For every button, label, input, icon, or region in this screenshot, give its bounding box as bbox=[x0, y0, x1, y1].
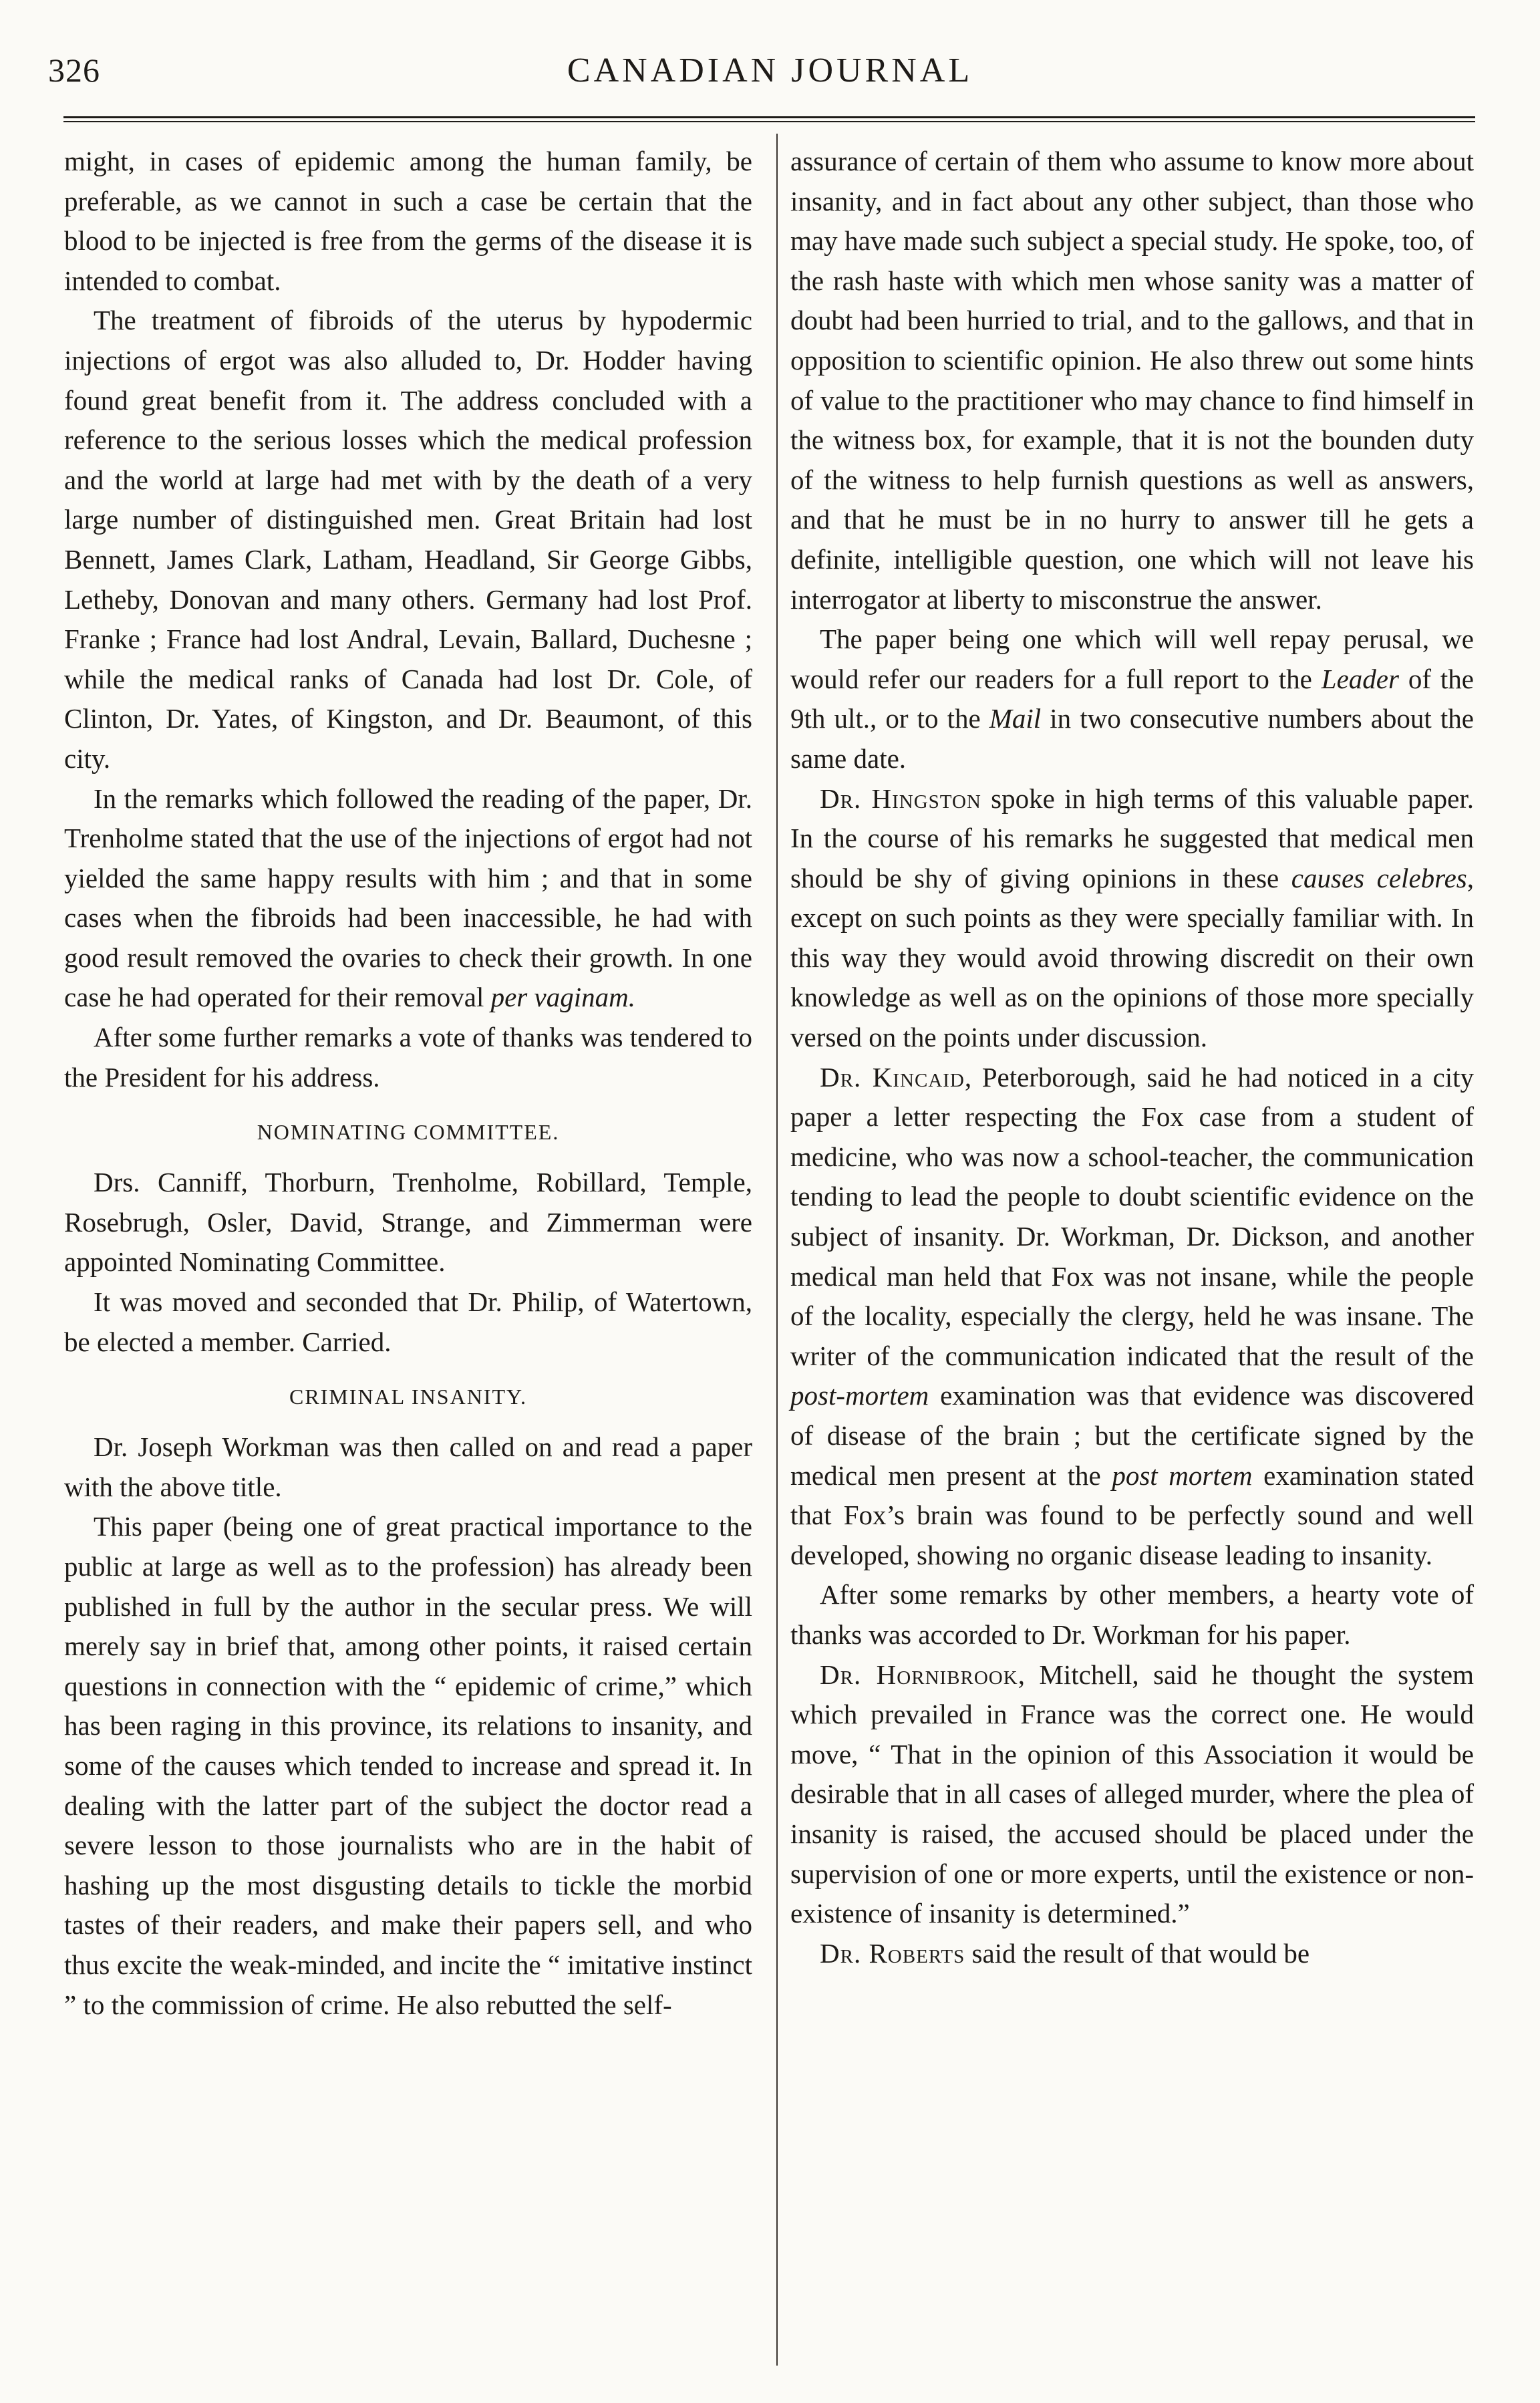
section-heading: CRIMINAL INSANITY. bbox=[289, 1385, 527, 1409]
paragraph bbox=[790, 619, 1474, 779]
italic-phrase: causes celebres bbox=[1291, 862, 1467, 893]
paragraph-text: The paper being one which will well repay perusal, we would refer our readers for a full report to the bbox=[790, 623, 1474, 694]
speaker-name: Dr. Hornibrook bbox=[820, 1659, 1018, 1690]
speaker-name: Dr. Kincaid bbox=[820, 1061, 965, 1093]
paragraph bbox=[790, 1934, 1474, 1974]
section-heading: NOMINATING COMMITTEE. bbox=[257, 1120, 560, 1145]
page-header bbox=[0, 0, 1540, 134]
paragraph: The treatment of fibroids of the uterus by hypodermic injections of ergot was also alluded to, Dr. Hodder having found great benefit from it. The address concluded with a reference to the serious losses which the medical profession and the world at large had met with by the death of a very large number of distinguished men. Great Britain had lost Bennett, James Clark, Latham, Headland, Sir George Gibbs, Letheby, Donovan and many others. Germany had lost Prof. Franke ; France had lost Andral, Levain, Ballard, Duchesne ; while the medical ranks of Canada had lost Dr. Cole, of Clinton, Dr. Yates, of Kingston, and Dr. Beaumont, of this city. bbox=[64, 305, 752, 774]
paragraph-text: , Mitchell, said he thought the system which prevailed in France was the correct one. He would move, “ That in the opinion of this Association it would be desirable that in all cases of alleged murder, where the plea of insanity is raised, the accused should be placed under the supervision of one or more experts, until the existence or non-existence of insanity is determined.” bbox=[790, 1659, 1475, 1929]
paragraph: It was moved and seconded that Dr. Philip, of Watertown, be elected a member. Carried. bbox=[64, 1286, 752, 1357]
paragraph-text: examination was that evidence was discovered of disease of the brain ; but the certificate signed by the medical men present at the bbox=[790, 1380, 1474, 1491]
left-column bbox=[64, 142, 752, 2025]
page-number: 326 bbox=[48, 51, 100, 89]
paragraph-text: , Peterborough, said he had noticed in a city paper a letter respecting the Fox case from a student of medicine, who was now a school-teacher, the communication tending to lead the people to doubt scientific evidence on the subject of insanity. Dr. Workman, Dr. Dickson, and another medical man held that Fox was not insane, while the people of the locality, especially the clergy, held he was insane. The writer of the communication indicated that the result of the bbox=[790, 1061, 1474, 1371]
paragraph-text: examination stated that Fox’s brain was found to be perfectly sound and well developed, showing no organic disease leading to insanity. bbox=[790, 1459, 1475, 1570]
paragraph bbox=[790, 1655, 1474, 1934]
running-title: CANADIAN JOURNAL bbox=[567, 51, 973, 90]
paragraph-text: in two consecutive numbers about the same date. bbox=[790, 703, 1475, 774]
paragraph: might, in cases of epidemic among the human family, be preferable, as we cannot in such a case be certain that the blood to be injected is free from the germs of the disease it is intended to combat. bbox=[64, 146, 752, 296]
italic-phrase: Mail bbox=[989, 703, 1042, 734]
speaker-name: Dr. Roberts bbox=[820, 1937, 965, 1969]
speaker-name: Dr. Hingston bbox=[820, 783, 981, 814]
paragraph bbox=[64, 779, 752, 1018]
paragraph-text: of the 9th ult., or to the bbox=[790, 663, 1474, 734]
paragraph bbox=[790, 1058, 1474, 1576]
paragraph-text: said the result of that would be bbox=[965, 1937, 1310, 1969]
column-divider bbox=[776, 134, 778, 2366]
header-rule-thin bbox=[63, 121, 1475, 122]
italic-phrase: post-mortem bbox=[790, 1380, 929, 1411]
paragraph: This paper (being one of great practical importance to the public at large as well as to the profession) has already been published in full by the author in the secular press. We will merely say in brief that, among other points, it raised certain questions in connection with the “ epidemic of crime,” which has been raging in this province, its relations to insanity, and some of the causes which tended to increase and spread it. In dealing with the latter part of the subject the doctor read a severe lesson to those journalists who are in the habit of hashing up the most disgusting details to tickle the morbid tastes of their readers, and make their papers sell, and who thus excite the weak-minded, and incite the “ imitative instinct ” to the commission of crime. He also rebutted the self- bbox=[64, 1511, 752, 2020]
italic-phrase: post mortem bbox=[1112, 1459, 1253, 1491]
right-column bbox=[790, 142, 1474, 1973]
paragraph: assurance of certain of them who assume to know more about insanity, and in fact about any other subject, than those who may have made such subject a special study. He spoke, too, of the rash haste with which men whose sanity was a matter of doubt had been hurried to trial, and to the gallows, and that in opposition to scientific opinion. He also threw out some hints of value to the practitioner who may chance to find himself in the witness box, for example, that it is not the bounden duty of the witness to help furnish questions as well as answers, and that he must be in no hurry to answer till he gets a definite, intelligible question, one which will not leave his interrogator at liberty to misconstrue the answer. bbox=[790, 146, 1474, 615]
paragraph: Drs. Canniff, Thorburn, Trenholme, Robillard, Temple, Rosebrugh, Osler, David, Strange, and Zimmerman were appointed Nominating Committee. bbox=[64, 1167, 752, 1278]
paragraph: After some further remarks a vote of thanks was tendered to the President for his address. bbox=[64, 1022, 752, 1093]
italic-phrase: Leader bbox=[1321, 663, 1399, 694]
paragraph: Dr. Joseph Workman was then called on and read a paper with the above title. bbox=[64, 1431, 752, 1502]
paragraph: After some remarks by other members, a hearty vote of thanks was accorded to Dr. Workman for his paper. bbox=[790, 1579, 1474, 1650]
paragraph-text: , except on such points as they were specially familiar with. In this way they would avoid throwing discredit on their own knowledge as well as on the opinions of those more specially versed on the points under discussion. bbox=[790, 862, 1474, 1053]
italic-phrase: per vaginam. bbox=[490, 982, 635, 1013]
paragraph-text: spoke in high terms of this valuable paper. In the course of his remarks he suggested that medical men should be shy of giving opinions in these bbox=[790, 783, 1475, 893]
paragraph-text: In the remarks which followed the reading of the paper, Dr. Trenholme stated that the use of the injections of ergot had not yielded the same happy results with him ; and that in some cases when the fibroids had been inaccessible, he had with good result removed the ovaries to check their growth. In one case he had operated for their removal bbox=[64, 783, 752, 1013]
header-rule bbox=[63, 116, 1475, 118]
paragraph bbox=[790, 779, 1474, 1058]
